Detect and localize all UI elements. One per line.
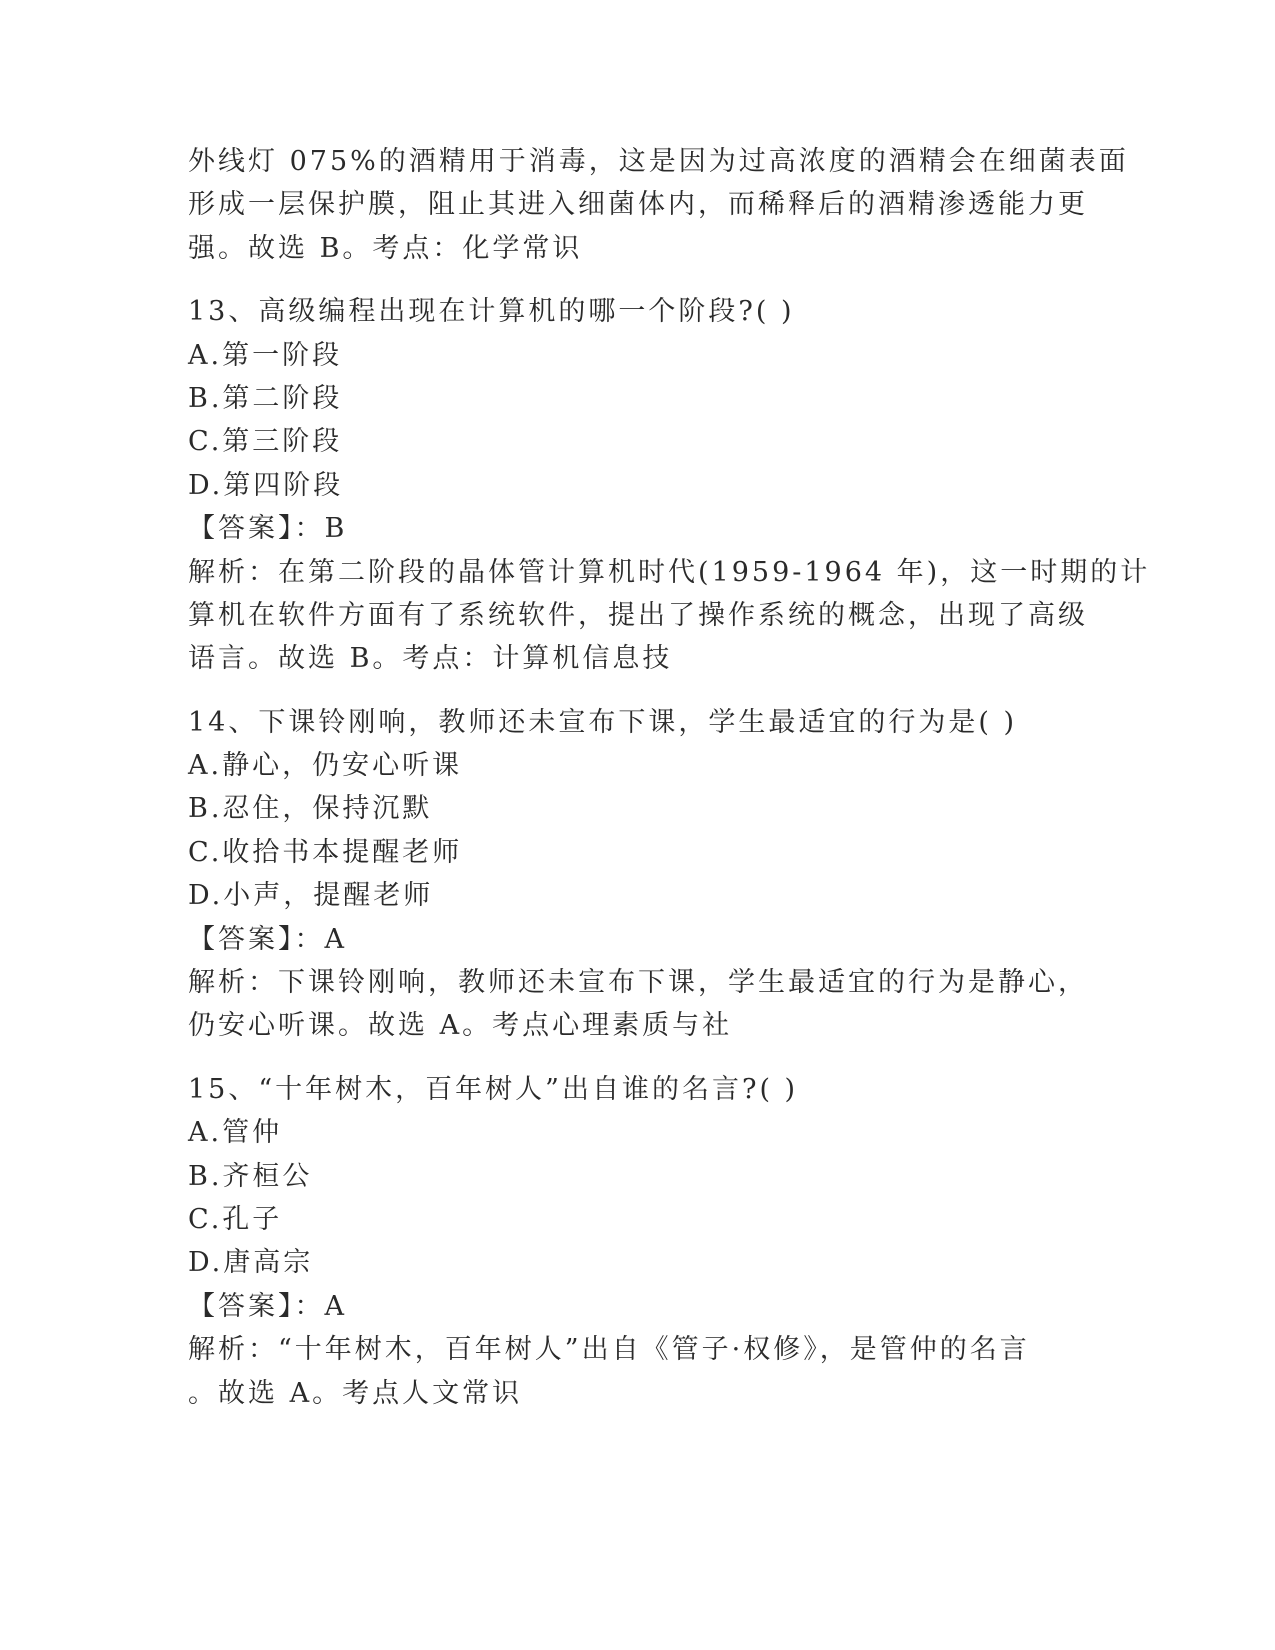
option-d: D.第四阶段 bbox=[188, 469, 344, 501]
explanation-line: 解析：在第二阶段的晶体管计算机时代(1959-1964 年)，这一时期的计 bbox=[188, 556, 1151, 588]
option-b: B.齐桓公 bbox=[188, 1160, 313, 1192]
option-c: C.第三阶段 bbox=[188, 426, 343, 458]
question-13 bbox=[188, 290, 1151, 681]
question-15 bbox=[188, 1068, 1088, 1415]
intro-line: 形成一层保护膜，阻止其进入细菌体内，而稀释后的酒精渗透能力更 bbox=[188, 189, 1088, 221]
explanation-line: 算机在软件方面有了系统软件，提出了操作系统的概念，出现了高级 bbox=[188, 599, 1088, 631]
intro-explanation bbox=[188, 140, 1129, 270]
document-page bbox=[188, 140, 1151, 1415]
option-c: C.孔子 bbox=[188, 1203, 283, 1235]
question-14 bbox=[188, 701, 1088, 1048]
question-text: 14、下课铃刚响，教师还未宣布下课，学生最适宜的行为是( ) bbox=[188, 706, 1018, 738]
option-a: A.静心，仍安心听课 bbox=[188, 750, 463, 782]
option-d: D.唐高宗 bbox=[188, 1247, 314, 1279]
answer-line: 【答案】：A bbox=[188, 923, 347, 955]
option-c: C.收拾书本提醒老师 bbox=[188, 836, 463, 868]
explanation-line: 仍安心听课。故选 A。考点心理素质与社 bbox=[188, 1010, 733, 1042]
option-d: D.小声，提醒老师 bbox=[188, 880, 434, 912]
intro-line: 外线灯 075%的酒精用于消毒，这是因为过高浓度的酒精会在细菌表面 bbox=[188, 146, 1129, 177]
question-text: 13、高级编程出现在计算机的哪一个阶段?( ) bbox=[188, 296, 795, 328]
intro-line: 强。故选 B。考点：化学常识 bbox=[188, 232, 583, 264]
explanation-line: 解析：“十年树木，百年树人”出自《管子·权修》，是管仲的名言 bbox=[188, 1334, 1030, 1366]
option-a: A.管仲 bbox=[188, 1117, 283, 1149]
question-text: 15、“十年树木，百年树人”出自谁的名言?( ) bbox=[188, 1073, 799, 1105]
option-a: A.第一阶段 bbox=[188, 339, 343, 371]
explanation-line: 。故选 A。考点人文常识 bbox=[188, 1377, 523, 1409]
answer-line: 【答案】：A bbox=[188, 1290, 347, 1322]
option-b: B.第二阶段 bbox=[188, 382, 343, 414]
explanation-line: 语言。故选 B。考点：计算机信息技 bbox=[188, 643, 673, 675]
explanation-line: 解析：下课铃刚响，教师还未宣布下课，学生最适宜的行为是静心， bbox=[188, 967, 1088, 999]
option-b: B.忍住，保持沉默 bbox=[188, 793, 433, 825]
answer-line: 【答案】：B bbox=[188, 513, 348, 545]
